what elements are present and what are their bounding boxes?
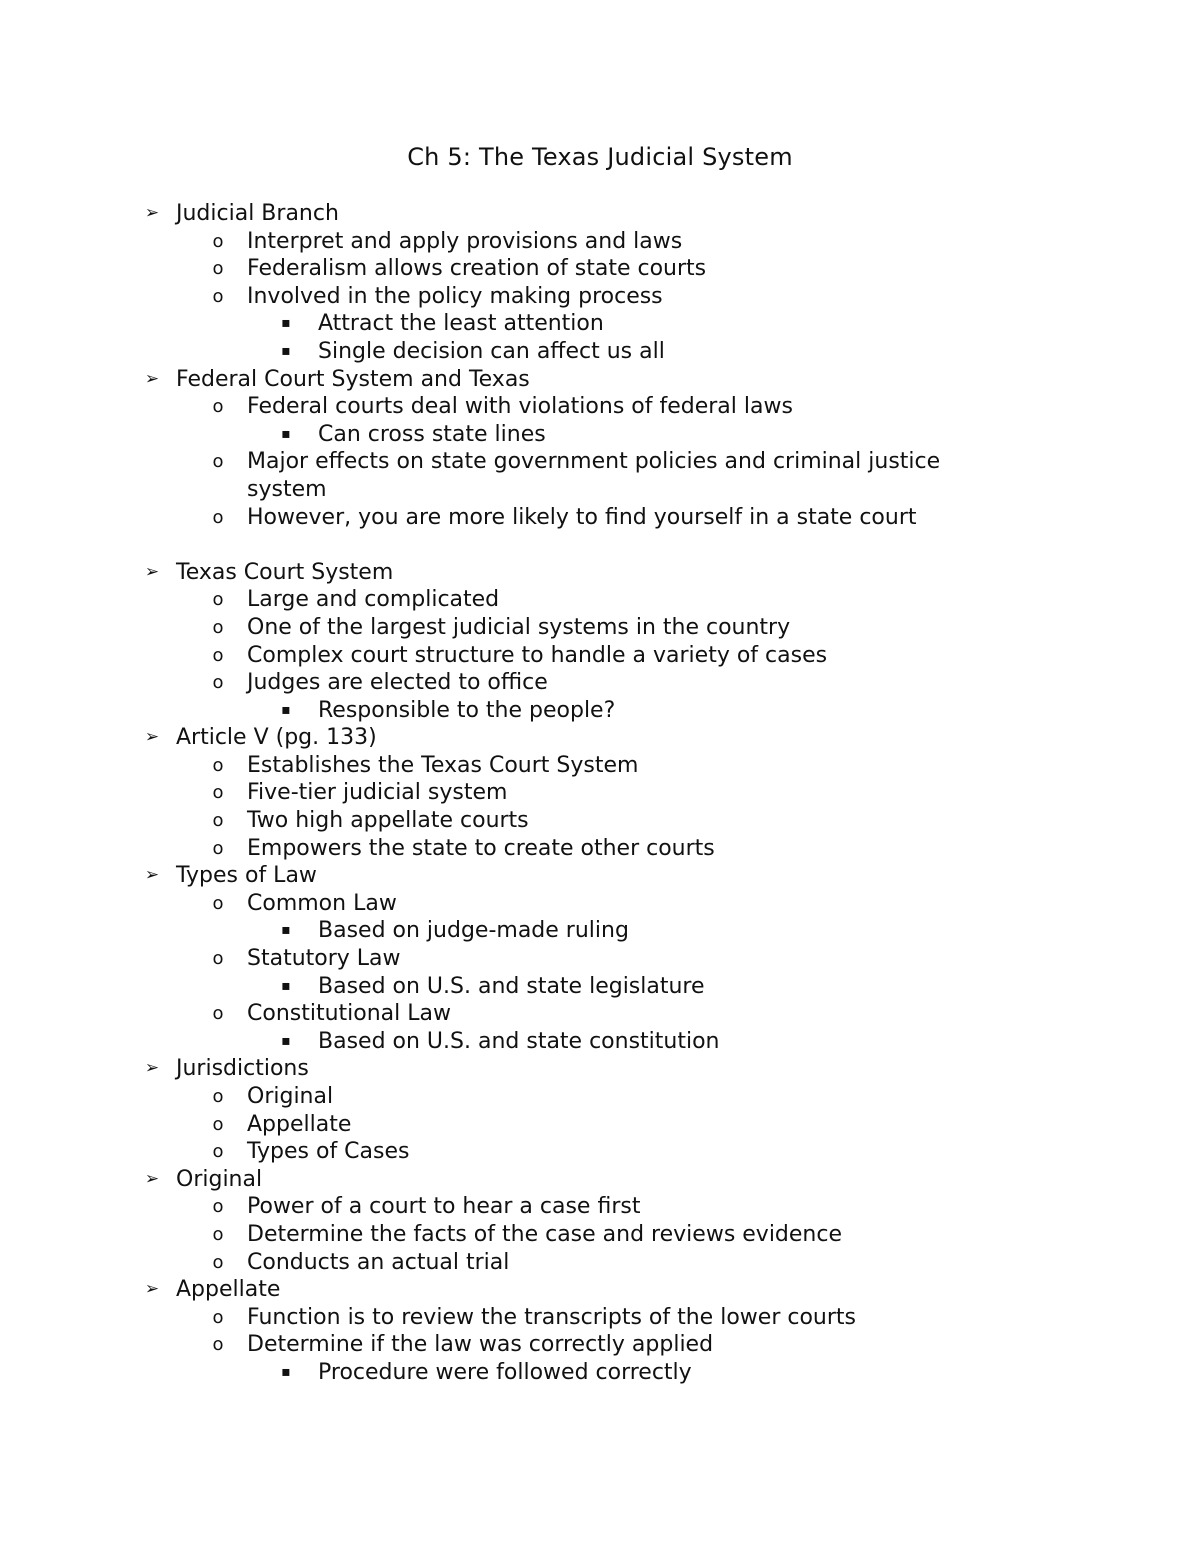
square-bullet-icon: ▪ <box>281 922 291 939</box>
circle-bullet-icon: o <box>212 258 224 280</box>
outline-text: Large and complicated <box>247 587 500 613</box>
outline-text: Function is to review the transcripts of the lower courts <box>247 1304 856 1330</box>
sub-list-item <box>0 1359 1200 1387</box>
square-bullet-icon: ▪ <box>281 315 291 332</box>
outline-text: Establishes the Texas Court System <box>247 752 639 778</box>
list-item <box>0 642 1200 670</box>
circle-bullet-icon: o <box>212 1196 224 1218</box>
circle-bullet-icon: o <box>212 1003 224 1025</box>
square-bullet-icon: ▪ <box>281 1032 291 1049</box>
outline-text: Original <box>247 1084 334 1109</box>
outline-text: One of the largest judicial systems in the country <box>247 614 791 640</box>
section-heading <box>0 862 1200 890</box>
circle-bullet-icon: o <box>212 451 224 473</box>
outline-text: Empowers the state to create other courts <box>247 835 715 861</box>
circle-bullet-icon: o <box>212 1086 224 1107</box>
arrow-bullet-icon: ➢ <box>144 865 160 886</box>
outline-text: However, you are more likely to find yourself in a state court <box>247 504 917 530</box>
circle-bullet-icon: o <box>212 1141 224 1163</box>
circle-bullet-icon: o <box>212 1113 224 1135</box>
outline-text: Attract the least attention <box>318 311 604 337</box>
list-item <box>0 1111 1200 1139</box>
section-heading <box>0 1276 1200 1304</box>
outline-text: Single decision can affect us all <box>318 338 665 364</box>
section-heading <box>0 1055 1200 1083</box>
sub-list-item <box>0 697 1200 725</box>
section-heading <box>0 366 1200 394</box>
outline-text: Types of Law <box>176 863 317 889</box>
arrow-bullet-icon: ➢ <box>144 1058 160 1079</box>
outline-text: Procedure were followed correctly <box>318 1359 692 1385</box>
outline-text: Federalism allows creation of state courts <box>247 256 707 282</box>
list-item <box>0 1221 1200 1249</box>
list-item <box>0 835 1200 863</box>
outline-text: Determine if the law was correctly applied <box>247 1332 714 1358</box>
outline-text: Jurisdictions <box>176 1056 309 1082</box>
outline-text: Article V (pg. 133) <box>176 725 377 751</box>
circle-bullet-icon: o <box>212 782 224 804</box>
circle-bullet-icon: o <box>212 230 224 252</box>
square-bullet-icon: ▪ <box>281 701 291 718</box>
list-item <box>0 1193 1200 1221</box>
blank-line <box>0 531 1200 559</box>
outline-text: Complex court structure to handle a variety of cases <box>247 642 828 668</box>
circle-bullet-icon: o <box>212 1251 224 1273</box>
section-heading <box>0 1166 1200 1194</box>
outline-text: Can cross state lines <box>318 421 546 447</box>
arrow-bullet-icon: ➢ <box>144 368 160 389</box>
outline-text: Appellate <box>176 1277 281 1303</box>
arrow-bullet-icon: ➢ <box>144 1279 160 1300</box>
outline-text: Five-tier judicial system <box>247 780 508 806</box>
circle-bullet-icon: o <box>212 589 224 611</box>
outline-text: Based on U.S. and state legislature <box>318 973 705 999</box>
arrow-bullet-icon: ➢ <box>144 1168 160 1189</box>
square-bullet-icon: ▪ <box>281 977 291 994</box>
outline-text: Federal courts deal with violations of federal laws <box>247 394 793 420</box>
list-item <box>0 1331 1200 1359</box>
list-item <box>0 945 1200 973</box>
outline-text: Constitutional Law <box>247 1001 451 1027</box>
outline-text: Judicial Branch <box>176 201 339 226</box>
square-bullet-icon: ▪ <box>281 1363 291 1380</box>
section-heading <box>0 724 1200 752</box>
circle-bullet-icon: o <box>212 616 224 638</box>
outline-text: Types of Cases <box>247 1139 410 1165</box>
circle-bullet-icon: o <box>212 644 224 666</box>
sub-list-item <box>0 973 1200 1001</box>
outline-text: Federal Court System and Texas <box>176 366 530 392</box>
outline-text: Involved in the policy making process <box>247 283 663 309</box>
list-item <box>0 255 1200 283</box>
list-item <box>0 283 1200 311</box>
sub-list-item <box>0 421 1200 449</box>
arrow-bullet-icon: ➢ <box>144 561 160 582</box>
list-item <box>0 1304 1200 1332</box>
list-item <box>0 890 1200 918</box>
outline-text: Texas Court System <box>176 559 394 585</box>
outline-text: Interpret and apply provisions and laws <box>247 228 683 254</box>
outline-list <box>0 200 1200 1387</box>
section-heading <box>0 200 1200 228</box>
section-heading <box>0 559 1200 587</box>
list-item <box>0 614 1200 642</box>
outline-text: Based on U.S. and state constitution <box>318 1028 720 1054</box>
arrow-bullet-icon: ➢ <box>144 203 160 223</box>
outline-text: Major effects on state government policies and criminal justice system <box>247 449 941 502</box>
list-item <box>0 807 1200 835</box>
circle-bullet-icon: o <box>212 754 224 776</box>
square-bullet-icon: ▪ <box>281 425 291 442</box>
list-item <box>0 1138 1200 1166</box>
document-title: Ch 5: The Texas Judicial System <box>407 143 793 171</box>
circle-bullet-icon: o <box>212 1334 224 1356</box>
circle-bullet-icon: o <box>212 1306 224 1328</box>
outline-text: Original <box>176 1166 263 1192</box>
circle-bullet-icon: o <box>212 810 224 832</box>
list-item <box>0 669 1200 697</box>
circle-bullet-icon: o <box>212 1223 224 1245</box>
circle-bullet-icon: o <box>212 672 224 694</box>
outline-text: Power of a court to hear a case first <box>247 1194 641 1220</box>
outline-text: Common Law <box>247 890 397 916</box>
list-item <box>0 504 1200 532</box>
square-bullet-icon: ▪ <box>281 342 291 359</box>
circle-bullet-icon: o <box>212 506 224 528</box>
arrow-bullet-icon: ➢ <box>144 727 160 748</box>
outline-text: Judges are elected to office <box>247 670 548 696</box>
circle-bullet-icon: o <box>212 285 224 307</box>
outline-text: Conducts an actual trial <box>247 1249 510 1275</box>
outline-text: Two high appellate courts <box>247 808 529 834</box>
list-item <box>0 393 1200 421</box>
list-item <box>0 1000 1200 1028</box>
outline-text: Appellate <box>247 1111 352 1137</box>
sub-list-item <box>0 338 1200 366</box>
circle-bullet-icon: o <box>212 396 224 418</box>
circle-bullet-icon: o <box>212 948 224 970</box>
sub-list-item <box>0 310 1200 338</box>
sub-list-item <box>0 1028 1200 1056</box>
circle-bullet-icon: o <box>212 837 224 859</box>
sub-list-item <box>0 917 1200 945</box>
circle-bullet-icon: o <box>212 892 224 914</box>
list-item <box>0 1249 1200 1277</box>
list-item <box>0 779 1200 807</box>
list-item <box>0 752 1200 780</box>
outline-text: Based on judge-made ruling <box>318 918 629 944</box>
outline-text: Statutory Law <box>247 946 401 972</box>
list-item <box>0 228 1200 256</box>
outline-text: Responsible to the people? <box>318 697 616 723</box>
list-item <box>0 448 1200 503</box>
list-item <box>0 586 1200 614</box>
outline-text: Determine the facts of the case and reviews evidence <box>247 1221 843 1247</box>
list-item <box>0 1083 1200 1111</box>
